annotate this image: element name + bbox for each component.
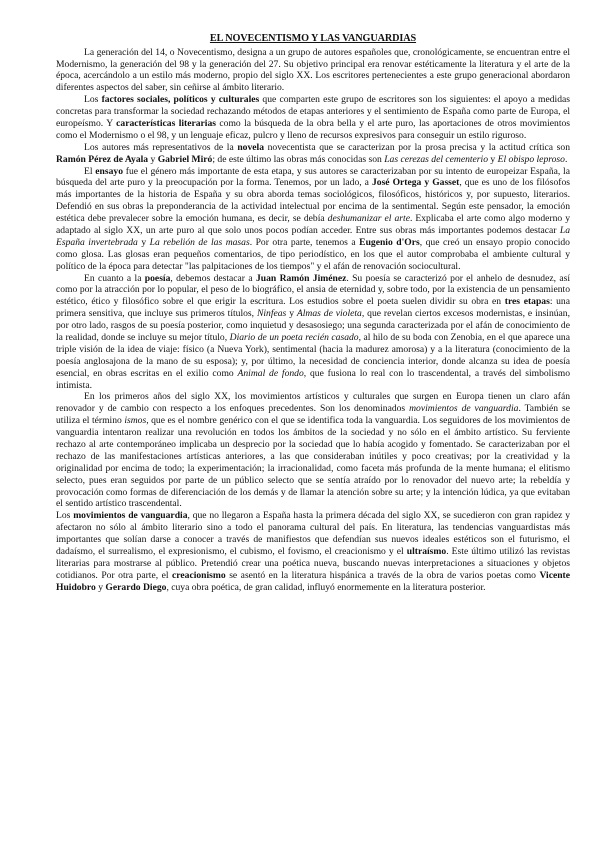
paragraph-essay	[56, 166, 570, 273]
text-span: , que creó un ensayo propio conocido como glosa. Las glosas eran pequeños comentarios, de tipo periodístico, en los que el autor comprobaba el ambiente cultural y político de la época para detectar "las palpitaciones de los tiempos" y el afán de renovación sociocultural.	[56, 236, 570, 272]
text-span: . Su poesía se caracterizó por el anhelo de desnudez, así como por la atracción por lo popular, el peso de lo biográfico, el ansia de eternidad y, sobre todo, por la existencia de un pensamiento estético, ético y filosófico sobre el que erigir la escritura. Los estudios sobre el poeta suelen dividir su obra en	[56, 272, 570, 308]
text-span: . Por otra parte, tenemos a	[249, 236, 360, 248]
italic-title: deshumanizar el arte	[327, 213, 410, 225]
italic-term: movimientos de vanguardia	[409, 403, 519, 415]
text-span: , que revelan ciertos excesos modernistas, e insinúan, por otro lado, rasgos de su poesía posterior, como inquietud y desasosiego; una segunda caracterizada por el afán de conocimiento de la realidad, donde se incluye su mejor título,	[56, 308, 570, 344]
bold-term: Gerardo Diego	[105, 581, 167, 593]
text-span: , cuya obra poética, de gran calidad, influyó enormemente en la literatura posterior.	[166, 581, 486, 593]
italic-title: Animal de fondo	[237, 367, 304, 379]
italic-title: Las cerezas del cementerio	[384, 153, 489, 165]
bold-term: Ramón Pérez de Ayala	[56, 153, 149, 165]
bold-term: novela	[237, 141, 264, 153]
text-span: como la búsqueda de la obra bella y el arte puro, las aportaciones de otros movimientos como el Modernismo o el 98, y un lenguaje eficaz, pulcro y lleno de recursos expresivos para conseguir un estilo riguroso.	[56, 117, 571, 141]
text-span: Los autores más representativos de la	[84, 141, 238, 153]
text-span: , debemos destacar a	[170, 272, 256, 284]
bold-term: tres etapas	[504, 296, 550, 308]
bold-term: creacionismo	[172, 569, 226, 581]
text-span: , que fusiona lo real con lo trascendental, a través del simbolismo intimista.	[56, 367, 570, 391]
paragraph-vanguards	[56, 391, 570, 510]
text-span: , al hilo de su boda con Zenobia, en el que aparece una triple visión de la idea de viaje: físico (a Nueva York), sentimental (hacia la madurez amorosa) y a la literatura (conocimiento de la poesía anglosajona de la mano de su esposa); y, por último, la necesidad de conciencia interior, donde alcanza su idea de poesía esencial, en obras escritas en el exilio como	[56, 332, 570, 379]
text-span: . Explicaba el arte como algo moderno y adaptado al siglo XX, un arte puro al que solo unos pocos podían acceder. Entre sus obras más importantes podemos destacar	[56, 213, 571, 236]
text-span: En los primeros años del siglo XX, los movimientos artísticos y culturales que surgen en Europa tienen un claro afán renovador y de cambio con respecto a los enfoques precedentes. Son los denominados	[56, 391, 570, 415]
text-span: y	[95, 581, 106, 593]
italic-title: La España invertebrada	[56, 225, 570, 248]
text-span: y	[286, 308, 297, 320]
bold-term: Eugenio d'Ors	[359, 236, 420, 248]
text-span: , que no llegaron a España hasta la primera década del siglo XX, se sucedieron con gran rapidez y afectaron no sólo al ámbito literario sino a todo el panorama cultural del país. En literatura, las tendencias vanguardistas más importantes que solían darse a conocer a través de manifiestos que defendían sus nuevos ideales estéticos son el futurismo, el dadaísmo, el surrealismo, el expresionismo, el cubismo, el fovismo, el creacionismo y el	[56, 510, 571, 558]
text-span: El	[84, 165, 96, 177]
text-span: : una primera sensitiva, que incluye sus primeros títulos,	[56, 296, 570, 320]
text-span: , que es uno de los filósofos más importantes de la historia de España y su obra aborda temas sociológicos, filosóficos, históricos y, por supuesto, literarios. Defendió en sus obras la preponderancia de la actividad intelectual por encima de la sentimental. Según este pensador, la emoción estética debe prevalecer sobre la emoción humana, es decir, se debía	[56, 177, 570, 225]
bold-term: ultraísmo	[406, 546, 447, 558]
bold-term: poesía	[144, 272, 171, 284]
text-span: Los	[84, 94, 102, 106]
paragraph-intro: La generación del 14, o Novecentismo, designa a un grupo de autores españoles que, cronológicamente, se encuentran entre el Modernismo, la generación del 98 y la generación del 27. Su objetivo principal era renovar estéticamente la literatura y el arte de la época, acercándolo a un estilo más moderno, propio del siglo XX. Los escritores pertenecientes a este grupo generacional abordaron diferentes aspectos del saber, sin ceñirse al ámbito literario.	[56, 46, 570, 94]
text-span: Los	[56, 510, 74, 522]
italic-title: Diario de un poeta recién casado	[229, 332, 359, 344]
bold-term: factores sociales, políticos y culturales	[101, 94, 260, 106]
text-span: . También se utiliza el término	[56, 403, 570, 427]
paragraph-characteristics	[56, 94, 570, 142]
italic-title: Almas de violeta	[296, 308, 362, 320]
text-span: se asentó en la literatura hispánica a través de la obra de varios poetas como	[225, 569, 540, 581]
italic-title: Ninfeas	[256, 308, 287, 320]
paragraph-novel	[56, 142, 570, 166]
page-title: EL NOVECENTISMO Y LAS VANGUARDIAS	[209, 33, 417, 44]
bold-term: José Ortega y Gasset	[371, 177, 460, 189]
text-span: , que es el nombre genérico con el que se identifica toda la vanguardia. Los seguidores de los movimientos de vanguardia intentaron realizar una revolución en todos los ámbitos de la sociedad y no sólo en el ámbito artístico. Su ferviente rechazo al arte contemporáneo implicaba un desprecio por la sociedad que lo había acogido y fomentado. Se caracterizaban por el rechazo de las manifestaciones artísticas anteriores, a las que consideraban inútiles y poco creativas; por la creatividad y la originalidad por encima de todo; la experimentación; la irracionalidad, como faceta más profunda de la mente humana; el elitismo selecto, pues eran seguidos por parte de un público selecto que se sentía atraído por lo renovador del nuevo arte; la rebeldía y provocación como formas de diferenciación de los demás y de llamar la atención sobre su arte; y la intención lúdica, ya que evitaban el sentido artístico trascendental.	[56, 415, 570, 510]
text-span: y	[488, 153, 498, 165]
text-span: . Este último utilizó las revistas literarias para mostrarse al público. Pretendió crear una poética nueva, buscando nuevas interpretaciones a situaciones y objetos cotidianos. Por otra parte, el	[56, 546, 570, 581]
bold-term: movimientos de vanguardia	[73, 510, 188, 522]
text-span: ; de este último las obras más conocidas son	[212, 153, 385, 165]
italic-title: El obispo leproso	[497, 153, 565, 165]
paragraph-poetry	[56, 273, 570, 392]
bold-term: Juan Ramón Jiménez	[255, 272, 347, 284]
bold-term: ensayo	[95, 165, 124, 177]
text-span: y	[137, 236, 150, 248]
text-span: .	[564, 153, 568, 165]
italic-title: La rebelión de las masas	[149, 236, 250, 248]
bold-term: Vicente Huidobro	[56, 569, 570, 593]
paragraph-vanguard-movements	[56, 510, 570, 593]
text-span: que comparten este grupo de escritores son los siguientes: el apoyo a medidas concretas para transformar la sociedad rechazando métodos de etapas anteriores y el sentimiento de España como parte de Europa, el europeísmo. Y	[56, 94, 570, 129]
text-span: novecentista que se caracterizan por la prosa precisa y la actitud crítica son	[264, 141, 570, 153]
text-span: En cuanto a la	[84, 272, 145, 284]
bold-term: características literarias	[116, 117, 216, 129]
text-span: fue el género más importante de esta etapa, y sus autores se caracterizaban por su intento de europeizar España, la búsqueda del arte puro y la preocupación por la forma. Tenemos, por un lado, a	[56, 165, 570, 189]
italic-term: ismos	[124, 415, 147, 427]
bold-term: Gabriel Miró	[157, 153, 213, 165]
text-span: y	[148, 153, 158, 165]
